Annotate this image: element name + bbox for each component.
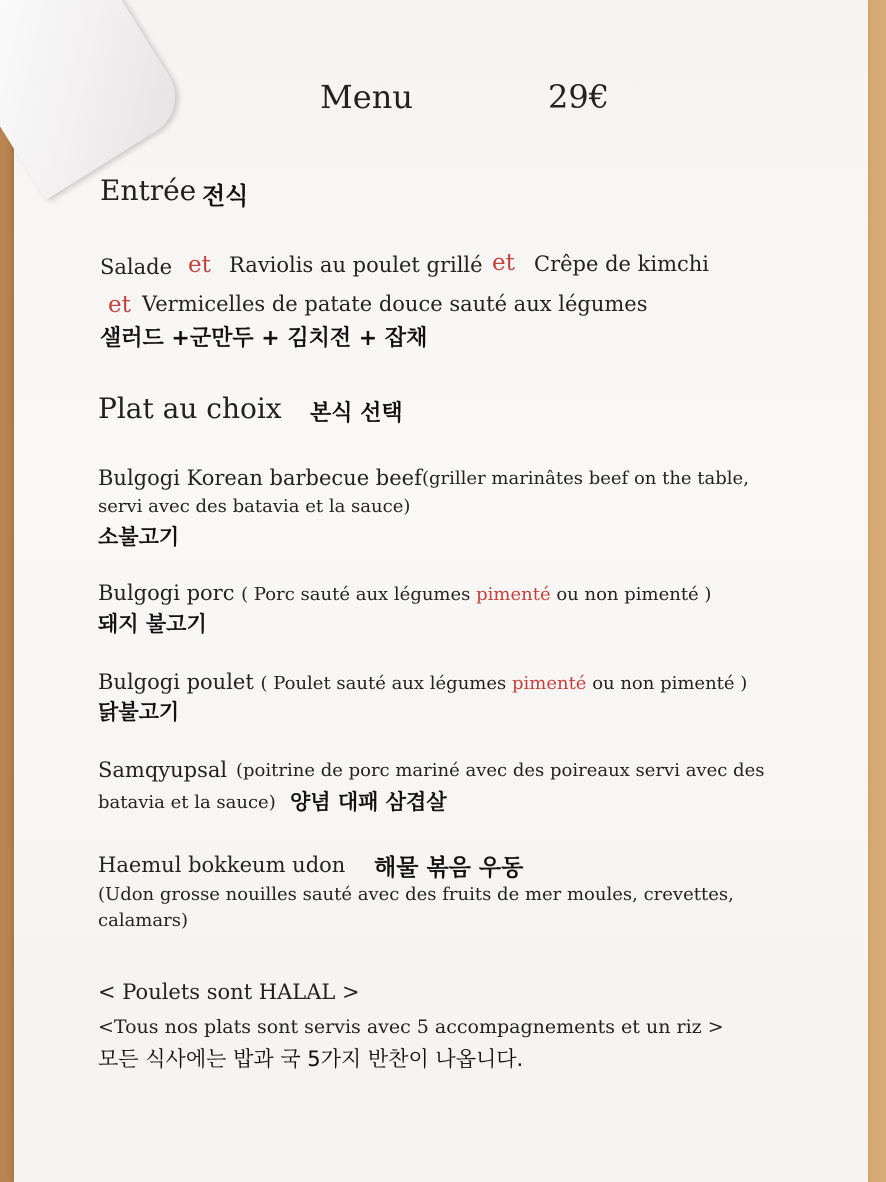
dish-poulet-title: Bulgogi poulet — [98, 670, 254, 694]
menu-title: Menu — [320, 78, 413, 116]
dish-poulet-desc — [260, 673, 747, 694]
entree-conj-1: et — [188, 252, 211, 278]
accompaniments-note-ko: 모든 식사에는 밥과 국 5가지 반찬이 나옵니다. — [98, 1047, 524, 1071]
dish-udon-desc-1: (Udon grosse nouilles sauté avec des fruits de mer moules, crevettes, — [98, 884, 734, 905]
dish-porc-desc — [241, 584, 711, 605]
dish-porc-name — [98, 581, 711, 605]
dish-beef-name: Bulgogi Korean barbecue beef — [98, 466, 422, 490]
dish-beef-desc-2: servi avec des batavia et la sauce) — [98, 496, 411, 517]
entree-heading-ko: 전식 — [202, 182, 249, 210]
plat-heading-ko: 본식 선택 — [310, 401, 403, 426]
entree-item-crepe: Crêpe de kimchi — [534, 252, 709, 276]
dish-samqyupsal-ko: 양념 대패 삼겹살 — [290, 790, 447, 814]
dish-porc-desc-post: ou non pimenté ) — [550, 584, 712, 605]
entree-item-raviolis: Raviolis au poulet grillé — [229, 253, 483, 277]
dish-porc-desc-pre: ( Porc sauté aux légumes — [241, 584, 477, 605]
dish-poulet-name — [98, 670, 747, 694]
dish-udon-desc-2: calamars) — [98, 910, 188, 931]
dish-poulet-ko: 닭불고기 — [98, 700, 180, 724]
accompaniments-note: <Tous nos plats sont servis avec 5 accompagnements et un riz > — [98, 1016, 724, 1038]
dish-samqyupsal-desc-2: batavia et la sauce) — [98, 792, 276, 813]
dish-udon-ko: 해물 볶음 우동 — [374, 855, 524, 881]
dish-beef-desc-1: (griller marinâtes beef on the table, — [422, 468, 749, 489]
menu-sheet — [14, 0, 868, 1182]
entree-conj-2: et — [492, 250, 515, 276]
entree-ko-line: 샐러드 +군만두 + 김치전 + 잡채 — [100, 326, 428, 351]
dish-beef-ko: 소불고기 — [98, 525, 180, 549]
entree-item-salade: Salade — [100, 255, 173, 279]
entree-heading: Entrée — [100, 174, 197, 207]
dish-poulet-desc-pre: ( Poulet sauté aux légumes — [260, 673, 512, 694]
dish-porc-ko: 돼지 불고기 — [98, 612, 207, 636]
halal-note: < Poulets sont HALAL > — [98, 980, 360, 1004]
dish-porc-desc-spicy: pimenté — [476, 584, 551, 605]
dish-samqyupsal-name: Samqyupsal — [98, 758, 228, 782]
dish-poulet-desc-spicy: pimenté — [511, 673, 587, 694]
dish-samqyupsal-desc-1: (poitrine de porc mariné avec des poireaux servi avec des — [236, 760, 765, 781]
dish-porc-title: Bulgogi porc — [98, 581, 235, 605]
entree-conj-3: et — [108, 292, 131, 318]
dish-poulet-desc-post: ou non pimenté ) — [586, 673, 748, 694]
entree-item-vermicelles: Vermicelles de patate douce sauté aux légumes — [142, 292, 648, 316]
dish-udon-name: Haemul bokkeum udon — [98, 853, 346, 877]
plat-heading: Plat au choix — [98, 392, 282, 425]
menu-price: 29€ — [548, 78, 610, 116]
